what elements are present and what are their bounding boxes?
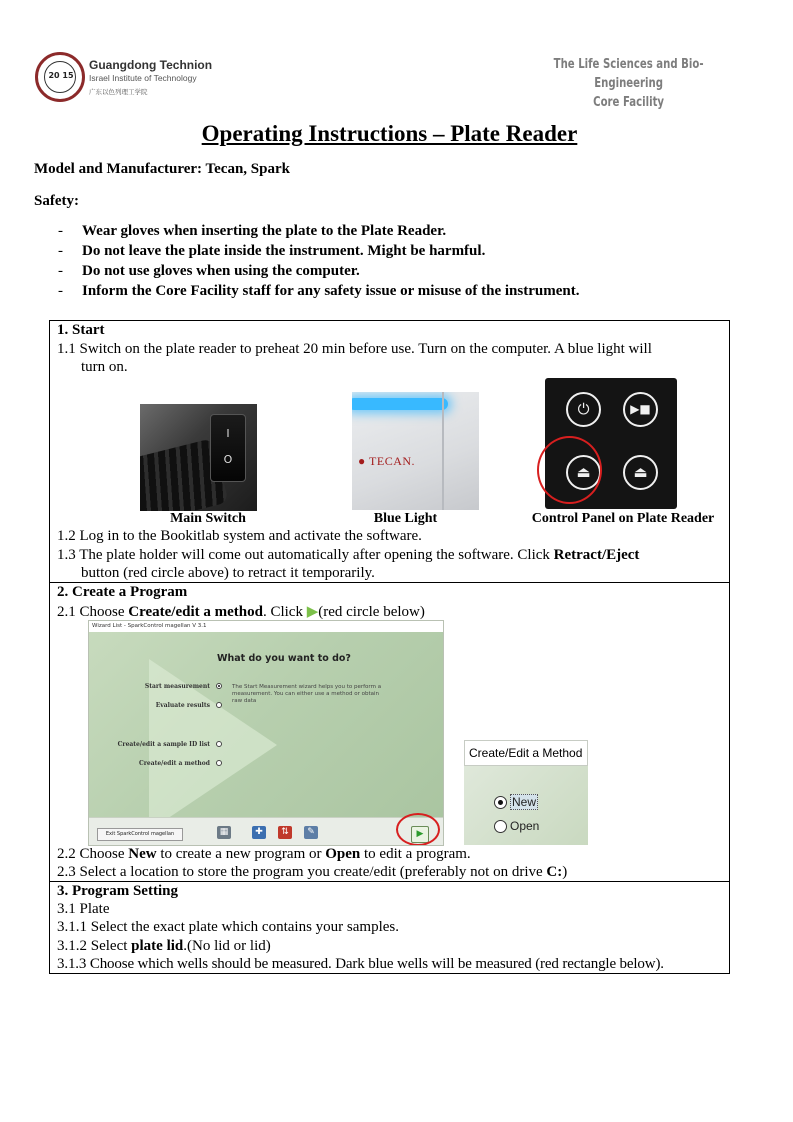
play-stop-icon: ▶■: [623, 392, 658, 427]
table-divider: [49, 881, 730, 882]
caption-blue-light: Blue Light: [373, 511, 438, 526]
step-1-3-cont: button (red circle above) to retract it temporarily.: [81, 565, 375, 581]
seal-year: 20 15: [48, 71, 74, 80]
step-2-3-text: ): [562, 864, 568, 880]
blue-light-strip: [352, 398, 448, 410]
drive-c-term: C:: [546, 864, 563, 880]
toolbar-plate-icon[interactable]: ✚: [252, 826, 266, 839]
step-2-1-text: 2.1 Choose: [57, 604, 129, 620]
window-title: Wizard List - SparkControl magellan V 3.1: [89, 621, 444, 632]
method-panel-body: [464, 766, 588, 845]
step-1-3: [57, 547, 639, 564]
step-3-1-2-text: 3.1.2 Select: [57, 938, 132, 954]
institution-name: Guangdong Technion: [89, 58, 213, 72]
institution-subtitle: Israel Institute of Technology: [89, 73, 197, 83]
open-term: Open: [325, 846, 361, 862]
facility-line-2: Core Facility: [593, 95, 665, 110]
step-2-1-text: . Click: [262, 604, 307, 620]
main-switch-photo: [140, 404, 257, 511]
facility-line-1: The Life Sciences and Bio-Engineering: [553, 57, 704, 91]
step-2-2-text: 2.2 Choose: [57, 846, 129, 862]
option-open-label[interactable]: Open: [510, 819, 540, 833]
safety-heading: Safety:: [34, 193, 79, 209]
institution-chinese-name: 广东以色列理工学院: [89, 88, 148, 96]
safety-list: [58, 221, 579, 301]
step-2-1-text: (red circle below): [318, 604, 425, 620]
method-panel-title: Create/Edit a Method: [464, 740, 588, 766]
step-1-3-text: 1.3 The plate holder will come out automatically after opening the software. Click: [57, 547, 554, 563]
next-play-button[interactable]: ▶: [411, 826, 429, 843]
step-2-3: [57, 864, 567, 881]
radio-evaluate-results[interactable]: [216, 702, 222, 708]
eject-icon: ⏏: [566, 455, 601, 490]
blue-light-photo: [352, 392, 479, 510]
facility-name: [527, 55, 730, 112]
step-3-1: 3.1 Plate: [57, 901, 110, 917]
wizard-list-screenshot: [88, 620, 444, 846]
power-icon: ⏻: [566, 392, 601, 427]
step-3-1-2: [57, 938, 271, 955]
radio-create-sample-id-list[interactable]: [216, 741, 222, 747]
new-term: New: [128, 846, 157, 862]
retract-eject-term: Retract/Eject: [553, 547, 640, 563]
option-create-edit-method[interactable]: Create/edit a method: [138, 760, 210, 767]
safety-item: - Wear gloves when inserting the plate to the Plate Reader.: [58, 221, 579, 241]
plate-lid-term: plate lid: [131, 938, 184, 954]
tecan-logo: ● TECAN.: [358, 454, 416, 468]
section-heading-start: 1. Start: [57, 322, 105, 338]
control-panel-photo: [545, 378, 677, 509]
step-3-1-1: 3.1.1 Select the exact plate which contains your samples.: [57, 919, 399, 935]
radio-open[interactable]: [494, 820, 507, 833]
rocker-switch: [210, 414, 246, 482]
wizard-question: What do you want to do?: [217, 653, 351, 664]
option-evaluate-results[interactable]: Evaluate results: [155, 702, 210, 709]
safety-item: - Inform the Core Facility staff for any safety issue or misuse of the instrument.: [58, 281, 579, 301]
step-1-2: 1.2 Log in to the Bookitlab system and activate the software.: [57, 528, 422, 544]
play-button-highlight-circle: [396, 813, 440, 846]
create-edit-method-panel: [464, 740, 588, 845]
table-divider: [49, 582, 730, 583]
exit-button[interactable]: Exit SparkControl magellan: [97, 828, 183, 841]
caption-control-panel: Control Panel on Plate Reader: [531, 511, 715, 526]
caption-main-switch: Main Switch: [170, 511, 246, 526]
retract-eject-highlight-circle: [537, 436, 602, 504]
radio-create-edit-method[interactable]: [216, 760, 222, 766]
page-title: Operating Instructions – Plate Reader: [201, 121, 578, 146]
section-heading-program: 2. Create a Program: [57, 584, 188, 600]
create-edit-term: Create/edit a method: [128, 604, 263, 620]
radio-new[interactable]: [494, 796, 507, 809]
option-new-label[interactable]: New: [512, 795, 537, 809]
step-3-1-3: 3.1.3 Choose which wells should be measured. Dark blue wells will be measured (red rectangle below).: [57, 956, 664, 972]
step-1-1-cont: turn on.: [81, 359, 128, 375]
option-start-measurement[interactable]: Start measurement: [144, 683, 210, 690]
play-arrow-icon: ▶: [306, 604, 319, 620]
step-1-1: 1.1 Switch on the plate reader to preheat 20 min before use. Turn on the computer. A blue light will: [57, 341, 652, 357]
toolbar-sort-icon[interactable]: ⇅: [278, 826, 292, 839]
radio-start-measurement[interactable]: [216, 683, 222, 689]
wizard-footer: [89, 817, 443, 846]
step-2-1: [57, 602, 425, 621]
model-line: Model and Manufacturer: Tecan, Spark: [34, 161, 290, 177]
lid-eject-icon: ⏏: [623, 455, 658, 490]
panel-seam: [442, 392, 444, 510]
step-2-2-text: to edit a program.: [360, 846, 471, 862]
switch-on-mark: I: [226, 427, 230, 440]
step-2-3-text: 2.3 Select a location to store the program you create/edit (preferably not on drive: [57, 864, 547, 880]
wizard-description: The Start Measurement wizard helps you to perform a measurement. You can either use a method or obtain raw data: [232, 684, 382, 704]
safety-item: - Do not use gloves when using the computer.: [58, 261, 579, 281]
step-3-1-2-text: .(No lid or lid): [183, 938, 271, 954]
tecan-logo-text: TECAN.: [369, 454, 416, 468]
option-create-sample-id-list[interactable]: Create/edit a sample ID list: [117, 741, 210, 748]
safety-item: - Do not leave the plate inside the instrument. Might be harmful.: [58, 241, 579, 261]
step-2-2: [57, 846, 471, 863]
toolbar-settings-icon[interactable]: ▦: [217, 826, 231, 839]
institution-seal-logo: [35, 52, 85, 102]
section-heading-setting: 3. Program Setting: [57, 883, 178, 899]
switch-off-mark: O: [223, 453, 233, 466]
toolbar-wrench-icon[interactable]: ✎: [304, 826, 318, 839]
step-2-2-text: to create a new program or: [156, 846, 326, 862]
